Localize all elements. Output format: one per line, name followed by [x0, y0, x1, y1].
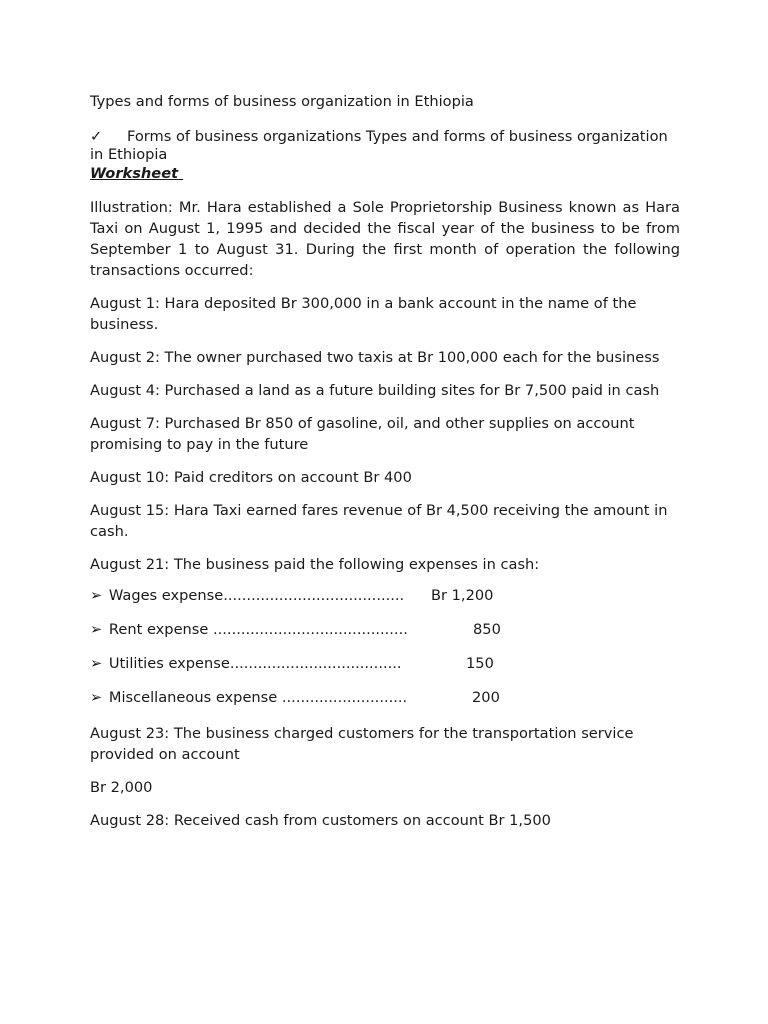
expense-label: Wages expense....................................... — [108, 587, 405, 604]
expense-item-rent — [90, 621, 680, 642]
arrow-bullet-icon: ➢ — [90, 689, 103, 706]
check-mark-icon: ✓ — [90, 128, 103, 145]
illustration-paragraph: Illustration: Mr. Hara established a Sole Proprietorship Business known as Hara Taxi on August 1, 1995 and decided the fiscal year of the business to be from September 1 to August 31. During the first month of operation the following transactions occurred: — [90, 199, 680, 279]
document-title: Types and forms of business organization in Ethiopia — [90, 93, 474, 110]
expense-amount: Br 1,200 — [431, 587, 494, 604]
arrow-bullet-icon: ➢ — [90, 587, 103, 604]
transaction-aug-15: August 15: Hara Taxi earned fares revenue of Br 4,500 receiving the amount in cash. — [90, 502, 668, 540]
transaction-aug-28: August 28: Received cash from customers on account Br 1,500 — [90, 812, 551, 829]
transaction-aug-7: August 7: Purchased Br 850 of gasoline, oil, and other supplies on account promising to pay in the future — [90, 415, 635, 453]
expense-amount: 150 — [466, 655, 494, 672]
arrow-bullet-icon: ➢ — [90, 655, 103, 672]
expense-amount: 200 — [472, 689, 500, 706]
expense-label: Miscellaneous expense ........................... — [108, 689, 408, 706]
expense-item-wages — [90, 587, 680, 608]
check-item — [90, 128, 680, 164]
transaction-aug-2: August 2: The owner purchased two taxis at Br 100,000 each for the business — [90, 349, 660, 366]
transaction-aug-1: August 1: Hara deposited Br 300,000 in a bank account in the name of the business. — [90, 295, 637, 333]
expense-label: Rent expense .......................................... — [108, 621, 408, 638]
expense-label: Utilities expense..................................... — [108, 655, 402, 672]
arrow-bullet-icon: ➢ — [90, 621, 103, 638]
expense-item-miscellaneous — [90, 689, 680, 710]
expense-item-utilities — [90, 655, 680, 676]
transaction-aug-21: August 21: The business paid the following expenses in cash: — [90, 556, 540, 573]
document-body — [90, 197, 680, 843]
transaction-aug-23: August 23: The business charged customers for the transportation service provided on account — [90, 725, 634, 763]
transaction-aug-10: August 10: Paid creditors on account Br 400 — [90, 469, 412, 486]
expense-amount: 850 — [473, 621, 501, 638]
transaction-aug-23-amount: Br 2,000 — [90, 779, 153, 796]
check-item-text: Forms of business organizations Types and forms of business organization in Ethiopia — [90, 128, 668, 163]
worksheet-heading: Worksheet — [90, 165, 184, 182]
transaction-aug-4: August 4: Purchased a land as a future building sites for Br 7,500 paid in cash — [90, 382, 660, 399]
